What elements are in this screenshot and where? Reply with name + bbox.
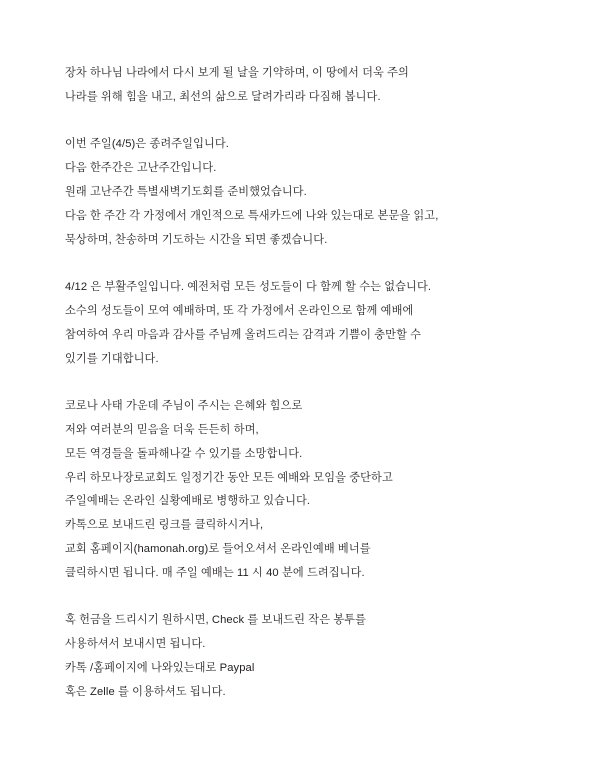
paragraph-3 [65,276,542,371]
text-line: 모든 역경들을 돌파해나갈 수 있기를 소망합니다. [65,447,303,460]
text-line: 다음 한주간은 고난주간입니다. [65,162,217,175]
paragraph-4 [65,395,542,585]
text-line: 교회 홈페이지(hamonah.org)로 들어오셔서 온라인예배 베너를 [65,542,371,555]
text-line: 저와 여러분의 믿음을 더욱 든든히 하며, [65,423,259,436]
text-line: 혹 헌금을 드리시기 원하시면, Check 를 보내드린 작은 봉투를 [65,614,367,627]
text-line: 코로나 사태 가운데 주님이 주시는 은혜와 힘으로 [65,400,303,413]
text-line: 있기를 기대합니다. [65,352,159,365]
paragraph-2 [65,133,542,252]
text-line: 카톡으로 보내드린 링크를 클릭하시거나, [65,519,264,532]
text-line: 혹은 Zelle 를 이용하셔도 됩니다. [65,685,226,698]
paragraph-1 [65,62,542,110]
text-line: 소수의 성도들이 모여 예배하며, 또 각 가정에서 온라인으로 함께 예배에 [65,304,414,317]
text-line: 묵상하며, 찬송하며 기도하는 시간을 되면 좋겠습니다. [65,233,328,246]
text-line: 주일예배는 온라인 실황예배로 병행하고 있습니다. [65,495,311,508]
text-line: 나라를 위해 힘을 내고, 최선의 삶으로 달려가리라 다짐해 봅니다. [65,90,381,103]
text-line: 참여하여 우리 마음과 감사를 주님께 올려드리는 감격과 기쁨이 충만할 수 [65,328,422,341]
text-line: 다음 한 주간 각 가정에서 개인적으로 특새카드에 나와 있는대로 본문을 읽고, [65,209,439,222]
text-line: 장차 하나님 나라에서 다시 보게 될 날을 기약하며, 이 땅에서 더욱 주의 [65,67,409,79]
text-line: 4/12 은 부활주일입니다. 예전처럼 모든 성도들이 다 함께 할 수는 없습니다. [65,281,432,294]
text-line: 이번 주일(4/5)은 종려주일입니다. [65,138,230,151]
text-line: 카톡 /홈페이지에 나와있는대로 Paypal [65,661,255,674]
paragraph-5 [65,609,542,704]
text-line: 우리 하모나장로교회도 일정기간 동안 모든 예배와 모임을 중단하고 [65,471,393,484]
text-line: 클릭하시면 됩니다. 매 주일 예배는 11 시 40 분에 드려집니다. [65,566,365,579]
document-body [65,62,542,705]
text-line: 사용하셔서 보내시면 됩니다. [65,638,206,651]
text-line: 원래 고난주간 특별새벽기도회를 준비했었습니다. [65,185,307,198]
